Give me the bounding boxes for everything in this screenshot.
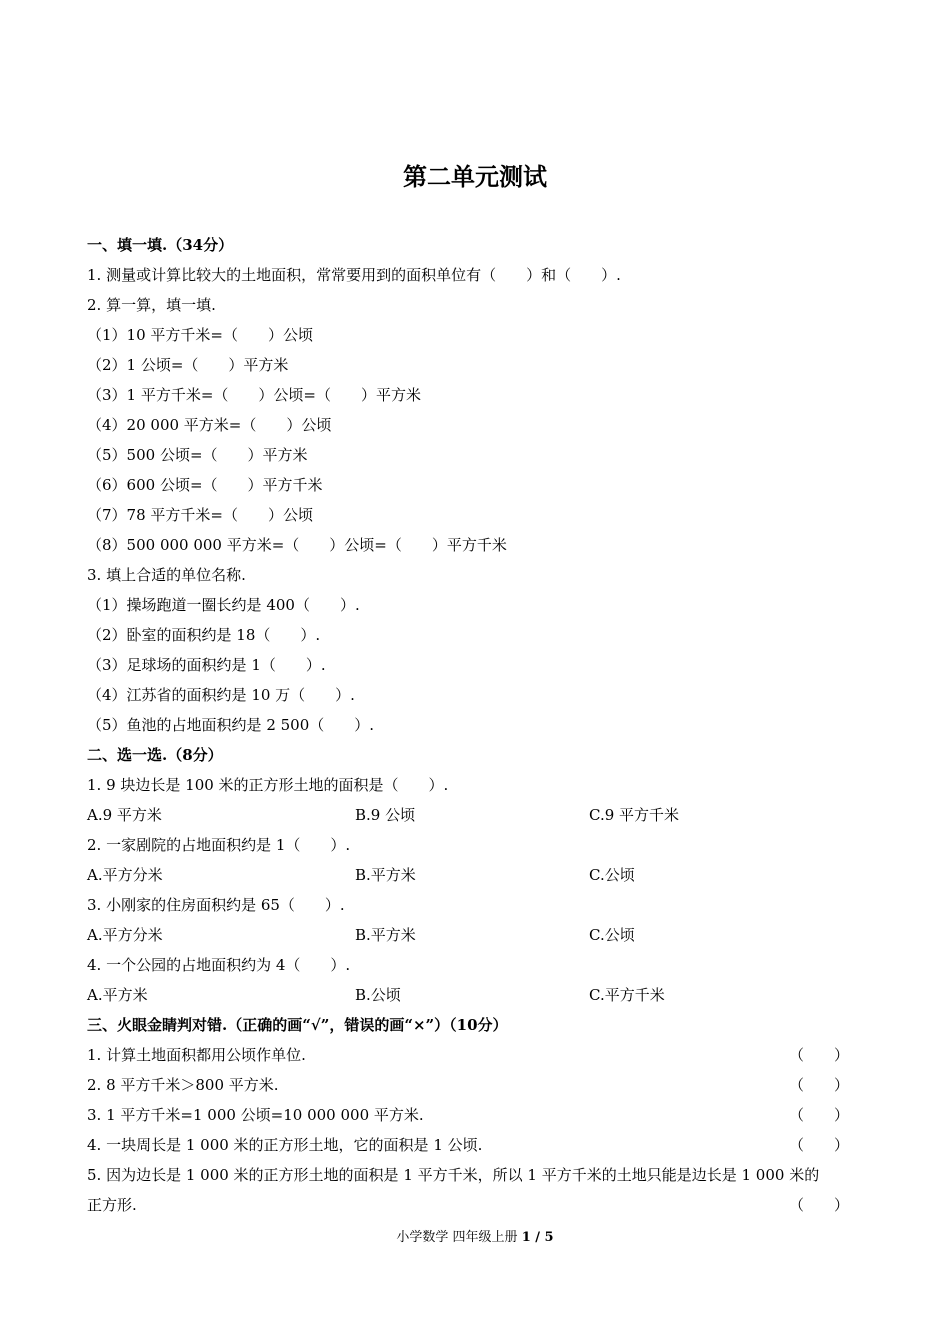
answer-parentheses: （ ） <box>788 1136 849 1154</box>
worksheet-body <box>87 230 867 1220</box>
question-1-2-item: （8）500 000 000 平方米=（ ）公顷=（ ）平方千米 <box>87 536 507 554</box>
option-c: C.公顷 <box>589 926 635 944</box>
judge-item-text: 2. 8 平方千米＞800 平方米. <box>87 1076 279 1094</box>
answer-parentheses: （ ） <box>788 1106 849 1124</box>
question-1-3-item: （2）卧室的面积约是 18（ ）. <box>87 626 321 644</box>
options-row <box>87 980 867 1010</box>
question-2-2: 2. 一家剧院的占地面积约是 1（ ）. <box>87 836 351 854</box>
question-2-4: 4. 一个公园的占地面积约为 4（ ）. <box>87 956 351 974</box>
option-a: A.平方分米 <box>87 866 163 884</box>
question-1-3: 3. 填上合适的单位名称. <box>87 566 246 584</box>
page-number: 1 / 5 <box>521 1230 554 1245</box>
section-heading-judge: 三、火眼金睛判对错.（正确的画“√”，错误的画“×”）（10分） <box>87 1016 508 1034</box>
question-2-1: 1. 9 块边长是 100 米的正方形土地的面积是（ ）. <box>87 776 449 794</box>
option-c: C.公顷 <box>589 866 635 884</box>
question-1-3-item: （4）江苏省的面积约是 10 万（ ）. <box>87 686 355 704</box>
question-1-3-item: （1）操场跑道一圈长约是 400（ ）. <box>87 596 360 614</box>
options-row <box>87 800 867 830</box>
judge-item-text: 4. 一块周长是 1 000 米的正方形土地，它的面积是 1 公顷. <box>87 1136 483 1154</box>
question-1-2-item: （7）78 平方千米=（ ）公顷 <box>87 506 313 524</box>
judge-item-text: 正方形. <box>87 1196 137 1214</box>
answer-parentheses: （ ） <box>788 1076 849 1094</box>
option-a: A.平方分米 <box>87 926 163 944</box>
question-1-2-item: （6）600 公顷=（ ）平方千米 <box>87 476 323 494</box>
option-c: C.平方千米 <box>589 986 665 1004</box>
judge-item-text: 5. 因为边长是 1 000 米的正方形土地的面积是 1 平方千米，所以 1 平方千米的土地只能是边长是 1 000 米的 <box>87 1166 820 1184</box>
judge-item <box>87 1040 867 1070</box>
judge-item-5-line-2 <box>87 1190 867 1220</box>
footer-text: 小学数学 四年级上册 <box>396 1230 518 1245</box>
section-heading-fill: 一、填一填.（34分） <box>87 236 234 254</box>
answer-parentheses: （ ） <box>788 1046 849 1064</box>
question-1-2-item: （1）10 平方千米=（ ）公顷 <box>87 326 313 344</box>
question-1-2-item: （3）1 平方千米=（ ）公顷=（ ）平方米 <box>87 386 421 404</box>
page-footer <box>0 1228 950 1248</box>
option-a: A.9 平方米 <box>87 806 162 824</box>
option-c: C.9 平方千米 <box>589 806 680 824</box>
page-title: 第二单元测试 <box>403 162 547 191</box>
judge-item-text: 3. 1 平方千米=1 000 公顷=10 000 000 平方米. <box>87 1106 424 1124</box>
question-1-2-item: （5）500 公顷=（ ）平方米 <box>87 446 308 464</box>
question-1-3-item: （5）鱼池的占地面积约是 2 500（ ）. <box>87 716 375 734</box>
option-b: B.9 公顷 <box>355 806 416 824</box>
question-1-3-item: （3）足球场的面积约是 1（ ）. <box>87 656 326 674</box>
options-row <box>87 920 867 950</box>
option-b: B.平方米 <box>355 866 416 884</box>
section-heading-choose: 二、选一选.（8分） <box>87 746 223 764</box>
option-b: B.平方米 <box>355 926 416 944</box>
question-2-3: 3. 小刚家的住房面积约是 65（ ）. <box>87 896 345 914</box>
option-b: B.公顷 <box>355 986 401 1004</box>
judge-item-text: 1. 计算土地面积都用公顷作单位. <box>87 1046 306 1064</box>
question-1-2: 2. 算一算，填一填. <box>87 296 216 314</box>
answer-parentheses: （ ） <box>788 1196 849 1214</box>
options-row <box>87 860 867 890</box>
question-1-1: 1. 测量或计算比较大的土地面积，常常要用到的面积单位有（ ）和（ ）. <box>87 266 621 284</box>
option-a: A.平方米 <box>87 986 148 1004</box>
judge-item-5-line-1 <box>87 1160 867 1190</box>
judge-item <box>87 1100 867 1130</box>
judge-item <box>87 1130 867 1160</box>
question-1-2-item: （2）1 公顷=（ ）平方米 <box>87 356 289 374</box>
question-1-2-item: （4）20 000 平方米=（ ）公顷 <box>87 416 332 434</box>
judge-item <box>87 1070 867 1100</box>
